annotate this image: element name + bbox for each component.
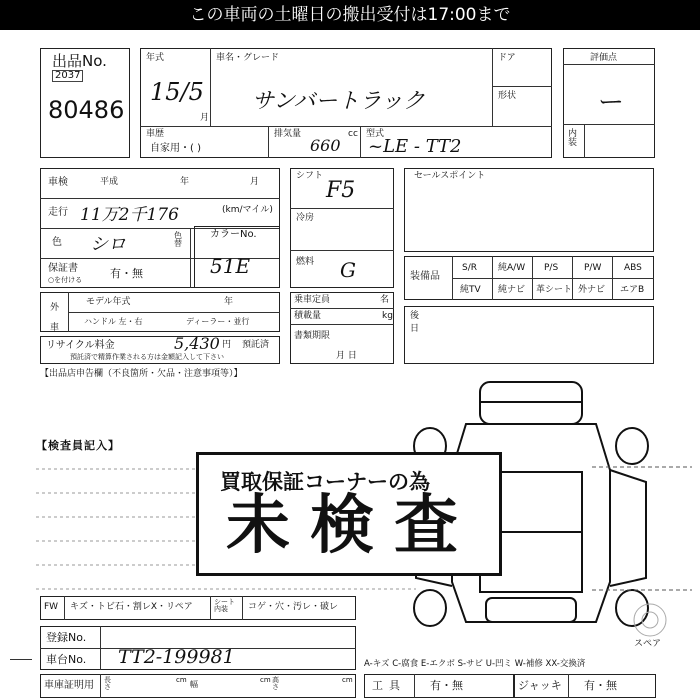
inspection-era: 平成 — [100, 177, 119, 187]
exhibitor-notes-label: 【出品店申告欄（不良箇所・欠品・注意事項等）】 — [40, 369, 243, 379]
capacity-unit: 名 — [380, 295, 390, 305]
load-unit: kg — [382, 311, 393, 321]
stamp-line1: 買取保証コーナーの為 — [220, 470, 430, 494]
inspector-label: 【検査員記入】 — [36, 439, 120, 452]
score-label: 評価点 — [590, 53, 618, 63]
legend-fw-text: キズ・トビ石・割レX・リペア — [70, 602, 193, 612]
equip-ps: P/S — [544, 263, 559, 273]
import-model-label: モデル年式 — [86, 297, 131, 307]
ac-label: 冷房 — [296, 213, 315, 223]
legend-seat: シート内装 — [214, 598, 235, 613]
recycle-note: 預託済で精算作業される方は金額記入して下さい — [70, 353, 224, 361]
chassis-margin-mark — [10, 659, 32, 660]
door-label: ドア — [498, 53, 516, 63]
chassis-label: 車台No. — [46, 653, 87, 666]
car-name-label: 車名・グレード — [216, 53, 280, 63]
cert-width: 幅 — [190, 680, 198, 689]
warranty-value: 有・無 — [110, 267, 143, 280]
doc-deadline-day: 月 日 — [336, 351, 357, 361]
equip-navi: 純ナビ — [498, 285, 526, 295]
import-label: 外車 — [50, 303, 60, 333]
inspection-month: 月 — [250, 177, 260, 187]
inspection-label: 車検 — [48, 177, 68, 188]
model-value: ~LE - TT2 — [368, 136, 462, 157]
fuel-label: 燃料 — [296, 257, 315, 267]
displacement-unit: cc — [348, 129, 358, 139]
equip-abs: ABS — [624, 263, 642, 273]
year-month-unit: 月 — [200, 113, 210, 123]
equip-tv: 純TV — [460, 285, 481, 295]
shift-value: F5 — [326, 178, 356, 203]
shape-label: 形状 — [498, 91, 517, 101]
import-year-unit: 年 — [224, 297, 234, 307]
cert-height: 高さ — [272, 676, 279, 691]
cert-width-unit: cm — [260, 676, 271, 684]
sales-point-label: セールスポイント — [414, 171, 486, 181]
year-value: 15/5 — [150, 78, 204, 106]
cert-length-unit: cm — [176, 676, 187, 684]
equip-pw: P/W — [584, 263, 602, 273]
recycle-status: 預託済 — [242, 340, 270, 350]
lot-label: 出品No. — [52, 52, 107, 70]
doc-deadline-label: 書類期限 — [294, 331, 331, 341]
tools-label: 工具 — [372, 679, 406, 692]
fuel-value: G — [340, 258, 356, 282]
shift-label: シフト — [296, 171, 324, 181]
interior-label: 内装 — [568, 129, 578, 148]
lot-small: 2037 — [52, 70, 83, 82]
spare-label: スペア — [634, 639, 662, 649]
equipment-label: 装備品 — [410, 271, 440, 282]
damage-codes: A-キズ C-腐食 E-エクボ S-サビ U-凹ミ W-補修 XX-交換済 — [364, 659, 586, 669]
equip-ext-navi: 外ナビ — [578, 285, 606, 295]
displacement-label: 排気量 — [274, 129, 302, 139]
mileage-value: 11万2千176 — [80, 205, 179, 225]
equip-leather: 革シート — [536, 285, 573, 295]
registration-label: 登録No. — [46, 631, 87, 644]
cert-label: 車庫証明用 — [44, 680, 94, 691]
banner: この車両の土曜日の搬出受付は17:00まで — [0, 0, 700, 30]
equip-aw: 純A/W — [498, 263, 526, 273]
equip-airbag: エアB — [620, 285, 645, 295]
cert-height-unit: cm — [342, 676, 353, 684]
rear-box — [404, 306, 654, 364]
legend-seat-text: コゲ・穴・汚レ・破レ — [248, 602, 339, 612]
cert-length: 長さ — [104, 676, 111, 691]
warranty-sub: ○を付ける — [48, 276, 83, 284]
import-handle: ハンドル 左・右 — [84, 317, 143, 326]
chassis-value: TT2-199981 — [118, 646, 235, 668]
import-dealer: ディーラー・並行 — [186, 317, 250, 326]
mileage-label: 走行 — [48, 207, 68, 218]
legend-fw: FW — [44, 602, 59, 612]
color-no-value: 51E — [210, 254, 251, 278]
lot-number: 80486 — [48, 96, 125, 124]
jack-label: ジャッキ — [518, 679, 562, 692]
stamp-line2: 未検査 — [226, 489, 478, 563]
equip-sr: S/R — [462, 263, 477, 273]
displacement-value: 660 — [310, 136, 341, 155]
recycle-unit: 円 — [222, 340, 232, 350]
mileage-unit: (km/マイル) — [222, 205, 273, 215]
score-value: ー — [598, 88, 625, 118]
history-label: 車歴 — [146, 129, 165, 139]
car-name-value: サンバートラック — [252, 89, 425, 114]
warranty-label: 保証書 — [48, 263, 78, 274]
inspection-year: 年 — [180, 177, 190, 187]
color-label: 色 — [52, 237, 62, 248]
history-value: 自家用・( ) — [150, 143, 201, 154]
recycle-value: 5,430 — [174, 334, 220, 353]
tools-value: 有・無 — [430, 679, 463, 692]
jack-value: 有・無 — [584, 679, 617, 692]
color-value: シロ — [90, 234, 126, 255]
recycle-label: リサイクル料金 — [46, 340, 115, 351]
model-label: 型式 — [366, 129, 385, 139]
color-sub: 色替 — [174, 231, 182, 248]
color-no-label: カラーNo. — [210, 229, 257, 240]
rear-label: 後日 — [410, 311, 420, 334]
capacity-label: 乗車定員 — [294, 295, 331, 305]
year-label: 年式 — [146, 53, 165, 63]
load-label: 積載量 — [294, 311, 322, 321]
